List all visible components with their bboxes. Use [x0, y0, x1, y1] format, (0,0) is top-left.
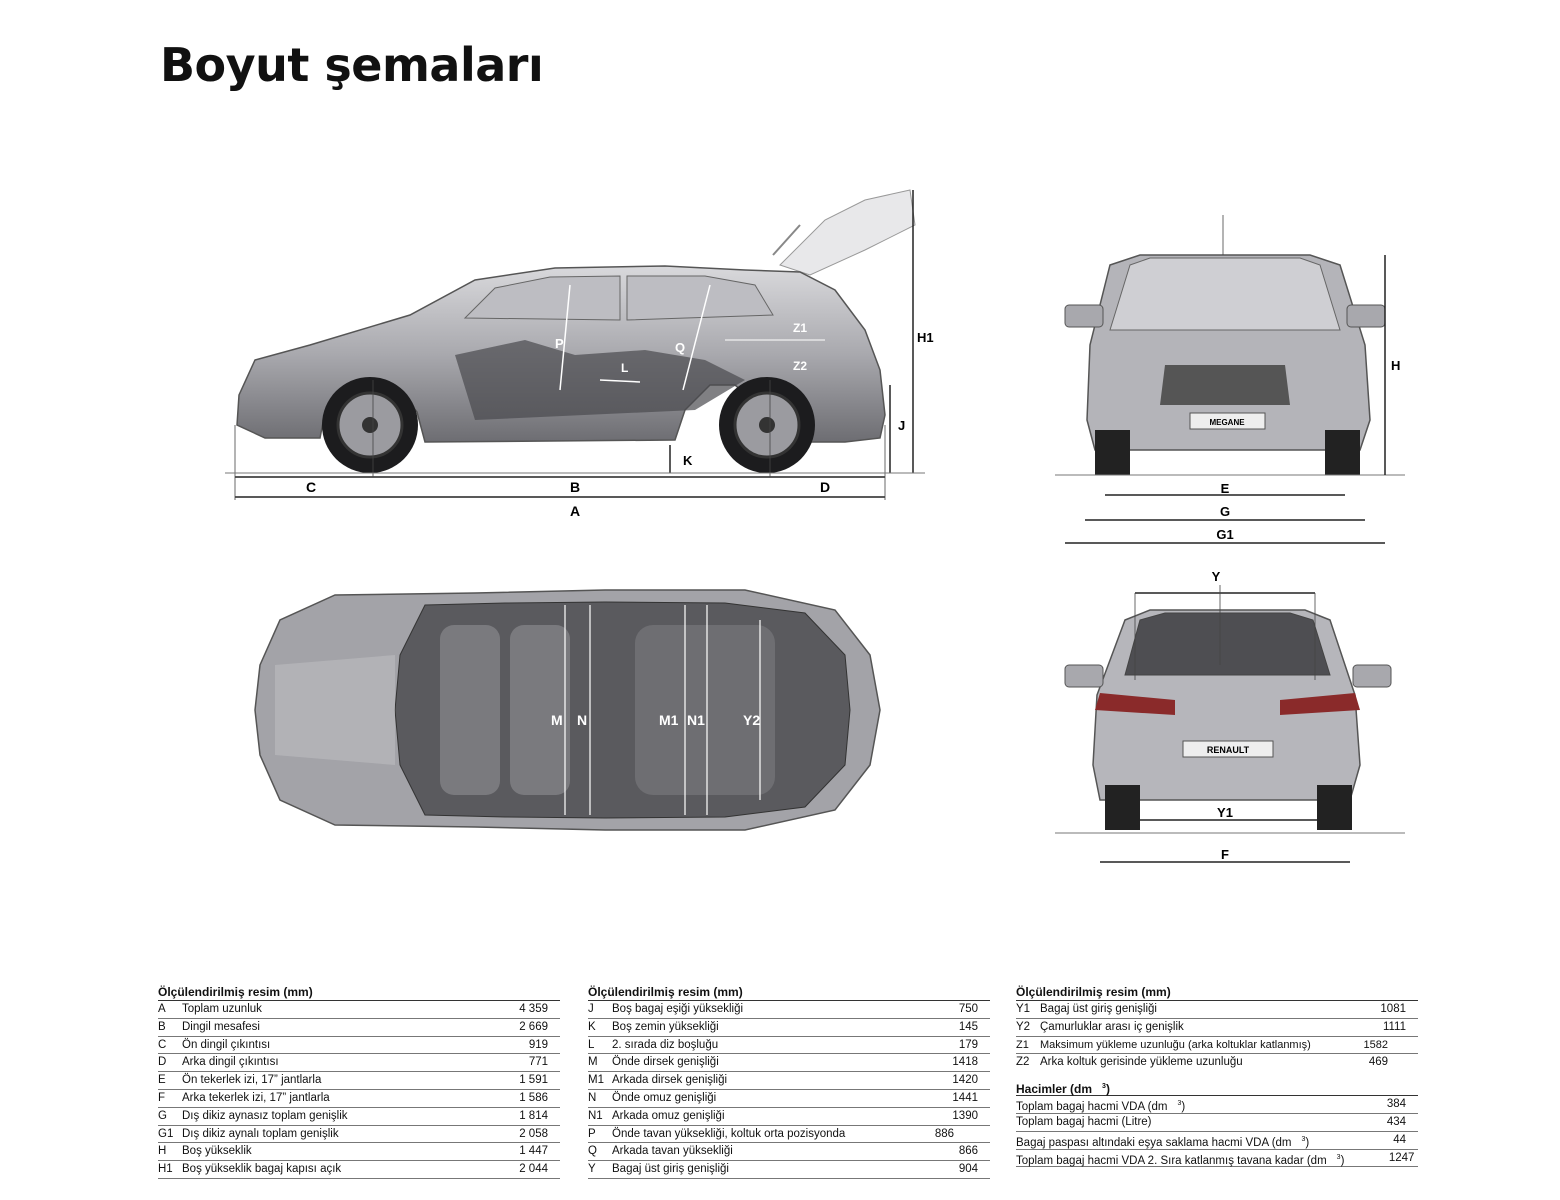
row-code: Y: [588, 1163, 596, 1176]
spec-table-2: [588, 984, 990, 1179]
volume-label-close: ): [1340, 1154, 1345, 1167]
row-label: Dış dikiz aynasız toplam genişlik: [182, 1109, 348, 1122]
rear-view-drawing: [1055, 565, 1405, 875]
row-code: M1: [588, 1074, 604, 1087]
table-row: [1016, 1019, 1418, 1037]
dim-label-y: Y: [1211, 569, 1221, 584]
table-row: [588, 1072, 990, 1090]
front-badge: MEGANE: [1209, 418, 1245, 427]
row-label: Boş yükseklik bagaj kapısı açık: [182, 1163, 342, 1176]
row-value: 179: [958, 1038, 978, 1051]
row-label: Boş zemin yüksekliği: [612, 1020, 719, 1033]
row-code: K: [588, 1020, 596, 1033]
dim-label-z1: Z1: [793, 321, 808, 335]
dim-label-n: N: [577, 712, 588, 728]
volume-value: 384: [1386, 1098, 1406, 1111]
row-label: Önde omuz genişliği: [612, 1091, 717, 1104]
volume-row: [1016, 1114, 1418, 1132]
row-value: 2 058: [519, 1127, 548, 1140]
dim-label-m1: M1: [659, 712, 679, 728]
dim-label-q: Q: [675, 340, 686, 355]
volumes-header-sup: 3: [1102, 1083, 1106, 1091]
dim-label-g: G: [1219, 504, 1231, 519]
row-code: G: [158, 1109, 167, 1122]
volume-label-text: Toplam bagaj hacmi VDA (dm: [1016, 1101, 1168, 1114]
dim-label-a: A: [569, 503, 581, 519]
dim-label-h: H: [1391, 358, 1401, 373]
table-row: [588, 1001, 990, 1019]
row-value: 1418: [952, 1056, 978, 1069]
side-view-drawing: [225, 180, 955, 530]
row-value: 1081: [1380, 1003, 1406, 1015]
volume-label: [1016, 1132, 1336, 1149]
dim-label-y2: Y2: [743, 712, 761, 728]
volume-value: 44: [1393, 1133, 1406, 1146]
dim-label-b: B: [569, 479, 581, 495]
row-value: 1582: [1363, 1038, 1388, 1051]
row-value: 1 447: [519, 1145, 548, 1158]
table-row: [588, 1143, 990, 1161]
volume-label: [1016, 1150, 1344, 1167]
row-value: 1 591: [519, 1074, 548, 1087]
spec-table-header: Ölçülendirilmiş resim (mm): [588, 984, 990, 1001]
row-code: Y2: [1016, 1020, 1031, 1033]
row-label: Boş yükseklik: [182, 1145, 252, 1158]
row-value: 2 669: [519, 1020, 548, 1033]
dim-label-j: J: [898, 418, 906, 433]
row-value: 1 586: [519, 1091, 548, 1104]
row-value: 866: [958, 1145, 978, 1158]
table-row: [158, 1054, 560, 1072]
volume-label-text: Toplam bagaj hacmi VDA 2. Sıra katlanmış tavana kadar (dm: [1016, 1154, 1327, 1167]
row-code: N: [588, 1091, 597, 1104]
dim-label-k: K: [683, 453, 693, 468]
row-code: L: [588, 1038, 595, 1051]
row-label: Dingil mesafesi: [182, 1020, 260, 1033]
table-row: [588, 1108, 990, 1126]
volume-label: [1016, 1114, 1336, 1131]
row-label: Bagaj üst giriş genişliği: [1040, 1003, 1157, 1015]
row-label: Dış dikiz aynalı toplam genişlik: [182, 1127, 339, 1140]
row-label: Bagaj üst giriş genişliği: [612, 1163, 729, 1176]
row-label: Ön dingil çıkıntısı: [182, 1038, 271, 1051]
volume-label-close: ): [1181, 1101, 1186, 1114]
volume-row: [1016, 1150, 1418, 1168]
volume-row: [1016, 1096, 1418, 1114]
row-code: M: [588, 1056, 598, 1069]
table-row: [588, 1090, 990, 1108]
row-code: A: [158, 1003, 166, 1015]
row-value: 4 359: [519, 1003, 548, 1015]
volume-value: 1247: [1388, 1151, 1415, 1164]
page-title: Boyut şemaları: [160, 38, 544, 92]
row-code: Q: [588, 1145, 597, 1158]
table-row: [1016, 1037, 1418, 1055]
table-row: [158, 1001, 560, 1019]
spec-table-header: Ölçülendirilmiş resim (mm): [1016, 984, 1418, 1001]
row-code: D: [158, 1056, 167, 1069]
row-value: 145: [958, 1020, 978, 1033]
dim-label-d: D: [819, 479, 831, 495]
table-row: [158, 1108, 560, 1126]
row-code: Z2: [1016, 1056, 1030, 1069]
volume-label-sup: 3: [1336, 1153, 1341, 1161]
table-row: [158, 1126, 560, 1144]
row-value: 904: [958, 1163, 978, 1176]
volume-label-text: Bagaj paspası altındaki eşya saklama hacmi VDA (dm: [1016, 1136, 1292, 1149]
row-value: 750: [958, 1003, 978, 1015]
row-code: B: [158, 1020, 166, 1033]
volume-label-text: Toplam bagaj hacmi (Litre): [1016, 1115, 1152, 1128]
row-code: N1: [588, 1109, 603, 1122]
row-value: 1111: [1382, 1020, 1406, 1033]
row-code: P: [588, 1127, 596, 1140]
table-row: [158, 1143, 560, 1161]
row-value: 1390: [952, 1109, 978, 1122]
table-row: [158, 1037, 560, 1055]
row-value: 1420: [952, 1074, 978, 1087]
volumes-header: [1016, 1079, 1418, 1096]
row-label: Maksimum yükleme uzunluğu (arka koltuklar katlanmış): [1040, 1038, 1311, 1051]
dim-label-h1: H1: [917, 330, 934, 345]
row-value: 2 044: [519, 1163, 548, 1176]
spec-table-1: [158, 984, 560, 1179]
spec-table-3: [1016, 984, 1418, 1167]
row-label: Önde dirsek genişliği: [612, 1056, 719, 1069]
row-label: Arkada omuz genişliği: [612, 1109, 725, 1122]
dim-label-c: C: [305, 479, 317, 495]
row-value: 919: [528, 1038, 548, 1051]
dim-label-f: F: [1221, 847, 1229, 862]
volumes-header-close: ): [1105, 1082, 1110, 1097]
dim-label-y1: Y1: [1217, 805, 1233, 820]
row-value: 771: [528, 1056, 548, 1069]
row-label: Çamurluklar arası iç genişlik: [1040, 1020, 1184, 1033]
table-row: [588, 1126, 990, 1144]
volume-label: [1016, 1096, 1336, 1113]
row-label: Arkada tavan yüksekliği: [612, 1145, 733, 1158]
row-code: Y1: [1016, 1003, 1031, 1015]
dim-label-g1: G1: [1216, 527, 1234, 542]
row-code: Z1: [1016, 1038, 1029, 1051]
row-value: 1 814: [519, 1109, 548, 1122]
row-code: C: [158, 1038, 167, 1051]
volume-row: [1016, 1132, 1418, 1150]
row-code: E: [158, 1074, 166, 1087]
top-view-drawing: [245, 565, 895, 855]
front-view-drawing: [1055, 210, 1405, 550]
dim-label-p: P: [555, 336, 564, 351]
row-code: J: [588, 1003, 594, 1015]
row-value: 469: [1368, 1056, 1388, 1069]
dim-label-z2: Z2: [793, 359, 808, 373]
row-code: F: [158, 1091, 166, 1104]
row-label: Arka dingil çıkıntısı: [182, 1056, 279, 1069]
volume-label-sup: 3: [1301, 1135, 1306, 1143]
row-label: Arkada dirsek genişliği: [612, 1074, 728, 1087]
spec-table-header: Ölçülendirilmiş resim (mm): [158, 984, 560, 1001]
row-label: Arka tekerlek izi, 17” jantlarla: [182, 1091, 330, 1104]
table-row: [158, 1161, 560, 1179]
volumes-header-text: Hacimler (dm: [1016, 1082, 1093, 1097]
table-row: [588, 1161, 990, 1179]
dim-label-n1: N1: [687, 712, 705, 728]
dim-label-m: M: [551, 712, 563, 728]
row-label: Önde tavan yüksekliği, koltuk orta pozisyonda: [612, 1127, 846, 1140]
dim-label-l: L: [621, 361, 629, 375]
row-code: G1: [158, 1127, 174, 1140]
table-row: [588, 1037, 990, 1055]
row-label: Toplam uzunluk: [182, 1003, 262, 1015]
table-row: [588, 1054, 990, 1072]
row-label: Arka koltuk gerisinde yükleme uzunluğu: [1040, 1056, 1243, 1069]
row-value: 1441: [952, 1091, 978, 1104]
volume-value: 434: [1386, 1115, 1406, 1128]
row-code: H: [158, 1145, 167, 1158]
rear-badge: RENAULT: [1206, 745, 1250, 755]
dim-label-e: E: [1220, 481, 1230, 496]
table-row: [158, 1019, 560, 1037]
row-label: Boş bagaj eşiği yüksekliği: [612, 1003, 744, 1015]
table-row: [1016, 1001, 1418, 1019]
table-row: [158, 1072, 560, 1090]
table-row: [1016, 1054, 1418, 1071]
volume-label-sup: 3: [1177, 1100, 1182, 1108]
row-value: 886: [934, 1127, 954, 1140]
table-row: [588, 1019, 990, 1037]
row-label: 2. sırada diz boşluğu: [612, 1038, 719, 1051]
volume-label-close: ): [1305, 1136, 1310, 1149]
row-label: Ön tekerlek izi, 17” jantlarla: [182, 1074, 322, 1087]
row-code: H1: [158, 1163, 173, 1176]
table-row: [158, 1090, 560, 1108]
